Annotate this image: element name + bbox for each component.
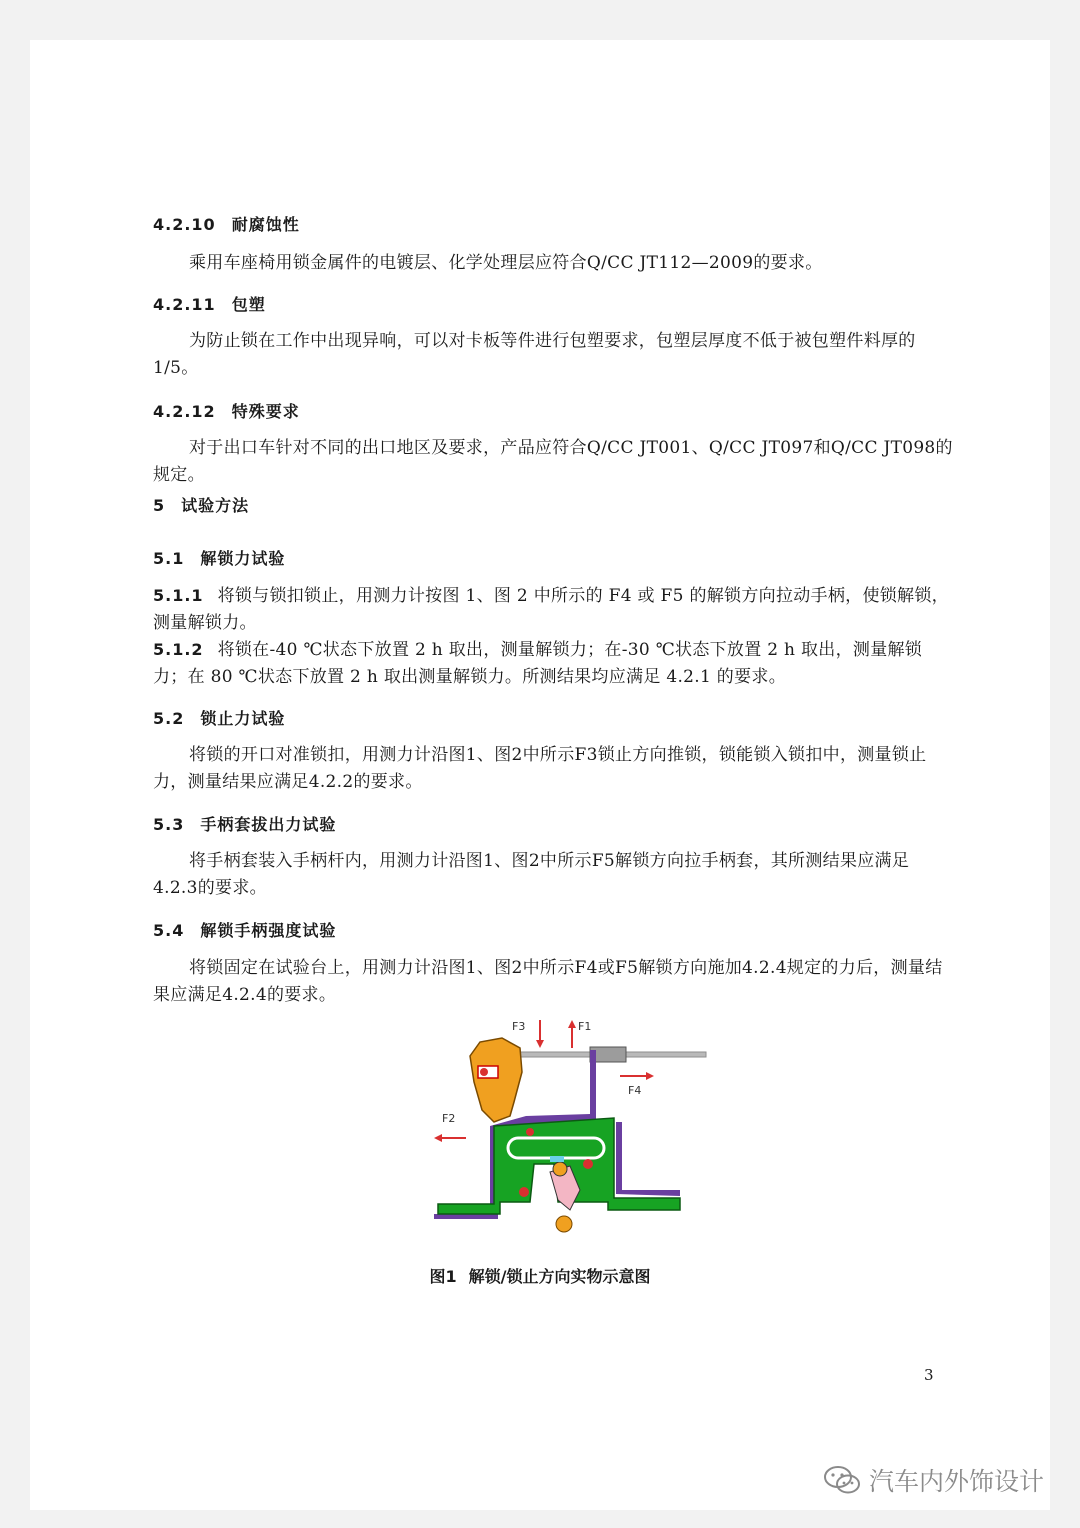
section-title: 手柄套拔出力试验 bbox=[200, 815, 337, 834]
rivet bbox=[526, 1128, 534, 1136]
f3-arrowhead bbox=[536, 1040, 544, 1048]
lock-direction-figure bbox=[430, 1014, 710, 1244]
watermark bbox=[823, 1462, 1044, 1498]
section-number: 4.2.11 bbox=[153, 295, 216, 314]
f1-label: F1 bbox=[578, 1020, 592, 1033]
section-title: 耐腐蚀性 bbox=[231, 215, 300, 234]
section-heading bbox=[153, 212, 300, 235]
figure-number: 图1 bbox=[429, 1267, 457, 1286]
section-number: 4.2.12 bbox=[153, 402, 216, 421]
section-heading bbox=[153, 918, 336, 941]
latch-pin bbox=[553, 1162, 567, 1176]
rivet bbox=[519, 1187, 529, 1197]
section-heading bbox=[153, 399, 300, 422]
paragraph: 将锁固定在试验台上，用测力计沿图1、图2中所示F4或F5解锁方向施加4.2.4规定的力后，测量结果应满足4.2.4的要求。 bbox=[153, 958, 943, 1005]
rivet bbox=[583, 1159, 593, 1169]
paragraph bbox=[153, 636, 953, 691]
red-dot bbox=[480, 1068, 488, 1076]
section-number: 5.2 bbox=[153, 709, 185, 728]
watermark-text: 汽车内外饰设计 bbox=[868, 1467, 1044, 1496]
page-number: 3 bbox=[924, 1366, 934, 1384]
wechat-icon bbox=[823, 1464, 861, 1496]
f2-arrowhead bbox=[434, 1134, 442, 1142]
clause-number: 5.1.1 bbox=[153, 586, 204, 605]
purple-bracket-right bbox=[616, 1122, 680, 1196]
section-number: 5 bbox=[153, 496, 166, 515]
paragraph: 将手柄套装入手柄杆内，用测力计沿图1、图2中所示F5解锁方向拉手柄套，其所测结果应满足4.2.3的要求。 bbox=[153, 851, 910, 898]
section-title: 包塑 bbox=[231, 295, 266, 314]
figure-caption bbox=[0, 1264, 1080, 1287]
section-title: 锁止力试验 bbox=[200, 709, 286, 728]
paragraph: 为防止锁在工作中出现异响，可以对卡板等件进行包塑要求，包塑层厚度不低于被包塑件料厚的1/5。 bbox=[153, 331, 916, 378]
section-number: 5.3 bbox=[153, 815, 185, 834]
section-heading bbox=[153, 546, 285, 569]
section-title: 解锁力试验 bbox=[200, 549, 286, 568]
paragraph: 将锁的开口对准锁扣，用测力计沿图1、图2中所示F3锁止方向推锁，锁能锁入锁扣中，测量锁止力，测量结果应满足4.2.2的要求。 bbox=[153, 745, 927, 792]
paragraph bbox=[153, 582, 953, 637]
section-heading bbox=[153, 706, 285, 729]
section-heading bbox=[153, 292, 266, 315]
figure-title: 解锁/锁止方向实物示意图 bbox=[468, 1267, 651, 1286]
section-title: 特殊要求 bbox=[231, 402, 300, 421]
cyan-part bbox=[550, 1156, 564, 1162]
paragraph: 乘用车座椅用锁金属件的电镀层、化学处理层应符合Q/CC JT112—2009的要求。 bbox=[189, 253, 823, 273]
section-title: 解锁手柄强度试验 bbox=[200, 921, 337, 940]
chapter-heading bbox=[153, 493, 249, 516]
clause-text: 将锁在-40 ℃状态下放置 2 h 取出，测量解锁力；在-30 ℃状态下放置 2 h 取出，测量解锁力；在 80 ℃状态下放置 2 h 取出测量解锁力。所测结果均应满足 4.2.1 的要求。 bbox=[153, 640, 923, 687]
orange-handle bbox=[470, 1038, 522, 1122]
section-title: 试验方法 bbox=[181, 496, 250, 515]
f4-arrowhead bbox=[646, 1072, 654, 1080]
clause-number: 5.1.2 bbox=[153, 640, 204, 659]
lock-diagram bbox=[430, 1014, 710, 1244]
paragraph: 对于出口车针对不同的出口地区及要求，产品应符合Q/CC JT001、Q/CC JT097和Q/CC JT098的规定。 bbox=[153, 438, 953, 485]
clause-text: 将锁与锁扣锁止，用测力计按图 1、图 2 中所示的 F4 或 F5 的解锁方向拉动手柄，使锁解锁，测量解锁力。 bbox=[153, 586, 949, 633]
section-number: 5.4 bbox=[153, 921, 185, 940]
f1-arrowhead bbox=[568, 1020, 576, 1028]
f3-label: F3 bbox=[512, 1020, 526, 1033]
section-number: 4.2.10 bbox=[153, 215, 216, 234]
section-number: 5.1 bbox=[153, 549, 185, 568]
striker bbox=[556, 1216, 572, 1232]
f2-label: F2 bbox=[442, 1112, 456, 1125]
f4-label: F4 bbox=[628, 1084, 642, 1097]
section-heading bbox=[153, 812, 336, 835]
